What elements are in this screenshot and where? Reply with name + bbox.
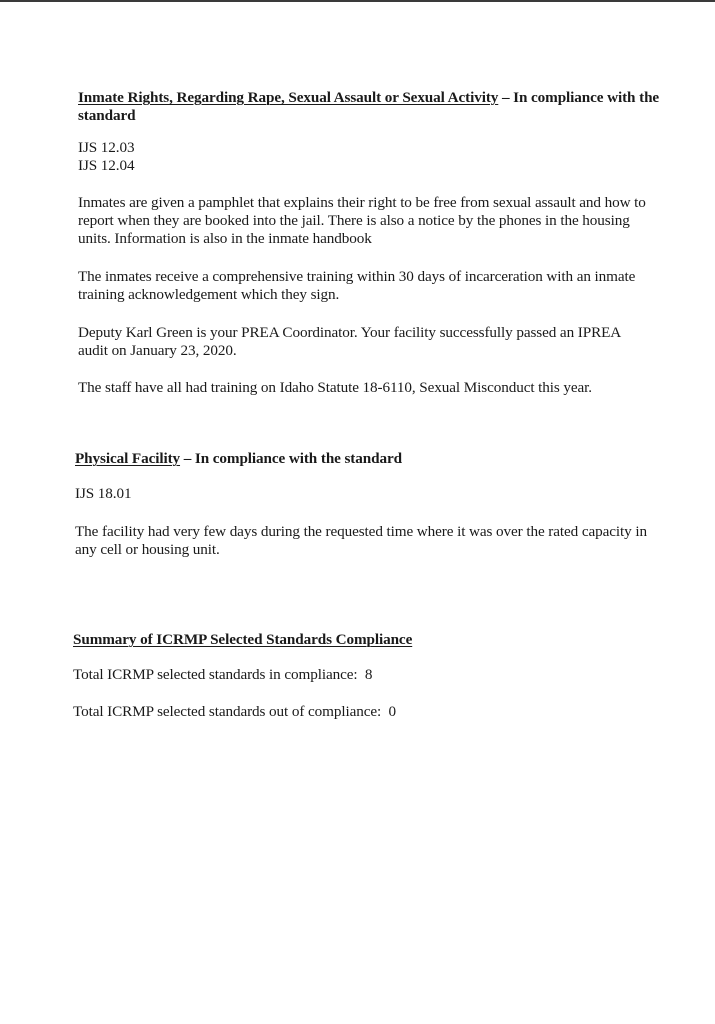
paragraph-line: units. Information is also in the inmate handbook: [78, 230, 372, 247]
section-title: Inmate Rights, Regarding Rape, Sexual Assault or Sexual Activity: [78, 89, 499, 106]
heading-line: [73, 631, 703, 649]
paragraph-line: Inmates are given a pamphlet that explains their right to be free from sexual assault and how to: [78, 194, 646, 211]
paragraph-line: report when they are booked into the jail. There is also a notice by the phones in the housing: [78, 212, 630, 229]
summary-heading: [73, 631, 703, 649]
section-title: Physical Facility: [75, 450, 181, 467]
paragraph-line: audit on January 23, 2020.: [78, 342, 237, 359]
paragraph-line: The facility had very few days during the requested time where it was over the rated capacity in: [75, 523, 647, 540]
paragraph-capacity: [75, 523, 705, 559]
standard-code: IJS 18.01: [75, 485, 132, 502]
summary-out-of-compliance: [73, 703, 703, 721]
paragraph-training: [78, 268, 708, 304]
paragraph-line: training acknowledgement which they sign.: [78, 286, 340, 303]
section-physical-facility-heading: [75, 450, 705, 468]
heading-line-2: standard: [78, 107, 136, 124]
heading-line-1: [78, 89, 708, 107]
paragraph-prea-coordinator: [78, 324, 708, 360]
heading-separator: –: [180, 450, 195, 467]
heading-line: [75, 450, 705, 468]
standard-codes: [75, 485, 131, 503]
paragraph-line: The staff have all had training on Idaho Statute 18-6110, Sexual Misconduct this year.: [78, 379, 592, 396]
heading-separator: –: [498, 89, 514, 106]
summary-title: Summary of ICRMP Selected Standards Compliance: [73, 631, 413, 648]
out-of-compliance-label: Total ICRMP selected standards out of compliance:: [73, 703, 382, 720]
summary-line: [73, 703, 703, 721]
paragraph-staff-training: [78, 379, 708, 397]
paragraph-line: any cell or housing unit.: [75, 541, 220, 558]
paragraph-line: Deputy Karl Green is your PREA Coordinator. Your facility successfully passed an IPREA: [78, 324, 622, 341]
standard-code: IJS 12.04: [78, 157, 135, 174]
section-inmate-rights-heading: [78, 89, 708, 125]
in-compliance-label: Total ICRMP selected standards in compliance:: [73, 666, 358, 683]
standard-codes: [78, 139, 134, 175]
paragraph-line: The inmates receive a comprehensive training within 30 days of incarceration with an inmate: [78, 268, 636, 285]
paragraph-pamphlet: [78, 194, 708, 248]
compliance-status: In compliance with the standard: [194, 450, 402, 467]
standard-code: IJS 12.03: [78, 139, 135, 156]
out-of-compliance-value: 0: [388, 703, 397, 720]
summary-in-compliance: [73, 666, 703, 684]
compliance-status: In compliance with the: [513, 89, 660, 106]
in-compliance-value: 8: [364, 666, 373, 683]
summary-line: [73, 666, 703, 684]
